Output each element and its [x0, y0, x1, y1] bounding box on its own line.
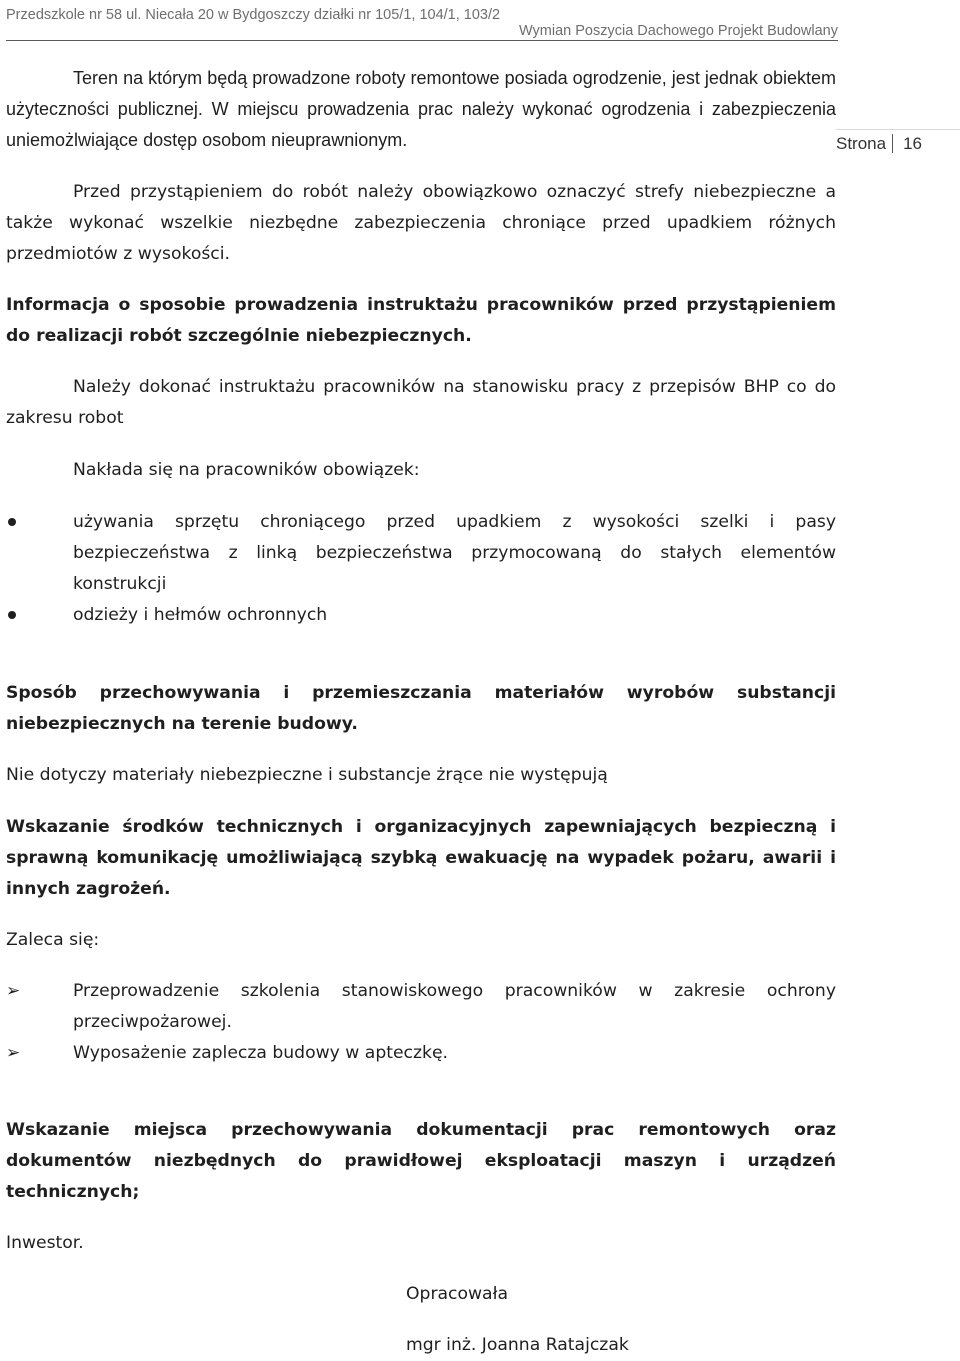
list-item-text: odzieży i hełmów ochronnych	[73, 605, 328, 625]
header-project-title: Wymian Poszycia Dachowego Projekt Budowlany	[518, 23, 838, 39]
document-body	[6, 63, 836, 1361]
arrow-bullet-icon: ➢	[6, 981, 21, 1001]
signature-name: mgr inż. Joanna Ratajczak	[406, 1335, 629, 1355]
list-item-text: Wyposażenie zaplecza budowy w apteczkę.	[73, 1043, 449, 1063]
paragraph-obligation: Nakłada się na pracowników obowiązek:	[73, 460, 420, 480]
recommendation-list	[6, 976, 836, 1069]
paragraph-investor: Inwestor.	[6, 1233, 84, 1253]
heading-hazardous-materials: Sposób przechowywania i przemieszczania materiałów wyrobów substancji niebezpiecznych na terenie budowy.	[6, 683, 836, 734]
bullet-icon	[8, 518, 16, 526]
list-item	[6, 600, 836, 631]
list-item-text: używania sprzętu chroniącego przed upadkiem z wysokości szelki i pasy bezpieczeństwa z linką bezpieczeństwa przymocowaną do stałych elementów konstrukcji	[73, 512, 836, 594]
arrow-bullet-icon: ➢	[6, 1043, 21, 1063]
page-number-value: 16	[892, 134, 922, 153]
obligation-list	[6, 507, 836, 631]
paragraph-danger-zones: Przed przystąpieniem do robót należy obowiązkowo oznaczyć strefy niebezpieczne a także wykonać wszelkie niezbędne zabezpieczenia chroniące przed upadkiem różnych przedmiotów z wysokości.	[6, 182, 836, 264]
list-item	[6, 1038, 836, 1069]
page-number	[836, 129, 960, 154]
heading-evacuation: Wskazanie środków technicznych i organizacyjnych zapewniających bezpieczną i sprawną komunikację umożliwiającą szybką ewakuację na wypadek pożaru, awarii i innych zagrożeń.	[6, 817, 836, 899]
list-item-text: Przeprowadzenie szkolenia stanowiskowego pracowników w zakresie ochrony przeciwpożarowej.	[73, 981, 836, 1032]
page-number-label: Strona	[836, 134, 887, 153]
heading-training-info: Informacja o sposobie prowadzenia instruktażu pracowników przed przystąpieniem do realizacji robót szczególnie niebezpiecznych.	[6, 295, 836, 346]
header-address: Przedszkole nr 58 ul. Niecała 20 w Bydgoszczy działki nr 105/1, 104/1, 103/2	[6, 7, 501, 23]
list-item	[6, 976, 836, 1038]
list-item	[6, 507, 836, 600]
paragraph-recommended: Zaleca się:	[6, 930, 100, 950]
heading-documentation: Wskazanie miejsca przechowywania dokumentacji prac remontowych oraz dokumentów niezbędnych do prawidłowej eksploatacji maszyn i urządzeń technicznych;	[6, 1120, 836, 1202]
signature-role: Opracowała	[406, 1284, 509, 1304]
paragraph-not-applicable: Nie dotyczy materiały niebezpieczne i substancje żrące nie występują	[6, 765, 608, 785]
page-header	[6, 6, 838, 41]
bullet-icon	[8, 611, 16, 619]
paragraph-fence: Teren na którym będą prowadzone roboty remontowe posiada ogrodzenie, jest jednak obiektem użyteczności publicznej. W miejscu prowadzenia prac należy wykonać ogrodzenia i zabezpieczenia uniemożlwiające dostęp osobom nieuprawnionym.	[6, 68, 836, 150]
paragraph-training: Należy dokonać instruktażu pracowników na stanowisku pracy z przepisów BHP co do zakresu robot	[6, 377, 836, 428]
